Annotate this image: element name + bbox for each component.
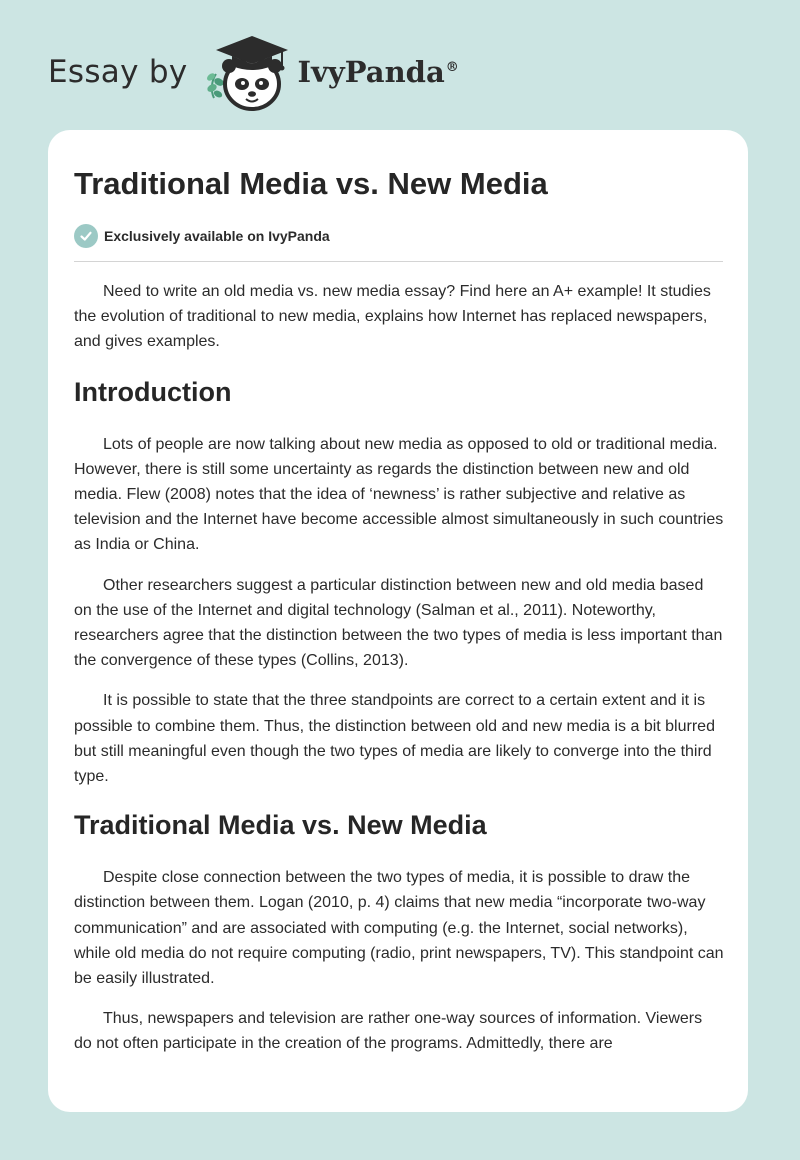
paragraph: Lots of people are now talking about new media as opposed to old or traditional media. However, there is still some uncertainty as regards the distinction between new and old media. Flew (2008) notes that the idea of ‘newness’ is rather subjective and relative as television and the Internet have become accessible almost simultaneously in such countries as India or China. [74, 435, 724, 554]
check-icon [74, 224, 98, 248]
paragraph: It is possible to state that the three standpoints are correct to a certain extent and it is possible to combine them. Thus, the distinction between old and new media is a bit blurred but still meaningful even though the two types of media are likely to converge into the third type. [74, 692, 715, 786]
brand-prefix: Essay by [48, 54, 188, 90]
divider [74, 261, 723, 262]
article-title: Traditional Media vs. New Media [74, 166, 548, 201]
paragraph: Despite close connection between the two types of media, it is possible to draw the distinction between them. Logan (2010, p. 4) claims that new media “incorporate two-way communication” and are associated with computing (e.g. the Internet, social networks), while old media do not require computing (radio, print newspapers, TV). This standpoint can be easily illustrated. [74, 869, 724, 988]
brand-header [48, 32, 459, 112]
registered-mark: ® [445, 60, 459, 76]
intro-paragraph: Need to write an old media vs. new media essay? Find here an A+ example! It studies the evolution of traditional to new media, explains how Internet has replaced newspapers, and gives examples. [74, 283, 711, 351]
section-heading-traditional-vs-new: Traditional Media vs. New Media [74, 810, 487, 841]
section-heading-introduction: Introduction [74, 376, 232, 407]
panda-graduate-icon[interactable] [202, 32, 294, 112]
paragraph: Thus, newspapers and television are rather one-way sources of information. Viewers do not often participate in the creation of the programs. Admittedly, there are [74, 1010, 703, 1053]
badge-text: Exclusively available on IvyPanda [104, 228, 330, 244]
paragraph: Other researchers suggest a particular distinction between new and old media based on the use of the Internet and digital technology (Salman et al., 2011). Noteworthy, researchers agree that the distinction between the two types of media is less important than the convergence of these types (Collins, 2013). [74, 576, 723, 670]
article-card [48, 130, 748, 1112]
brand-name: IvyPanda® [297, 55, 459, 89]
exclusive-badge [74, 222, 722, 250]
